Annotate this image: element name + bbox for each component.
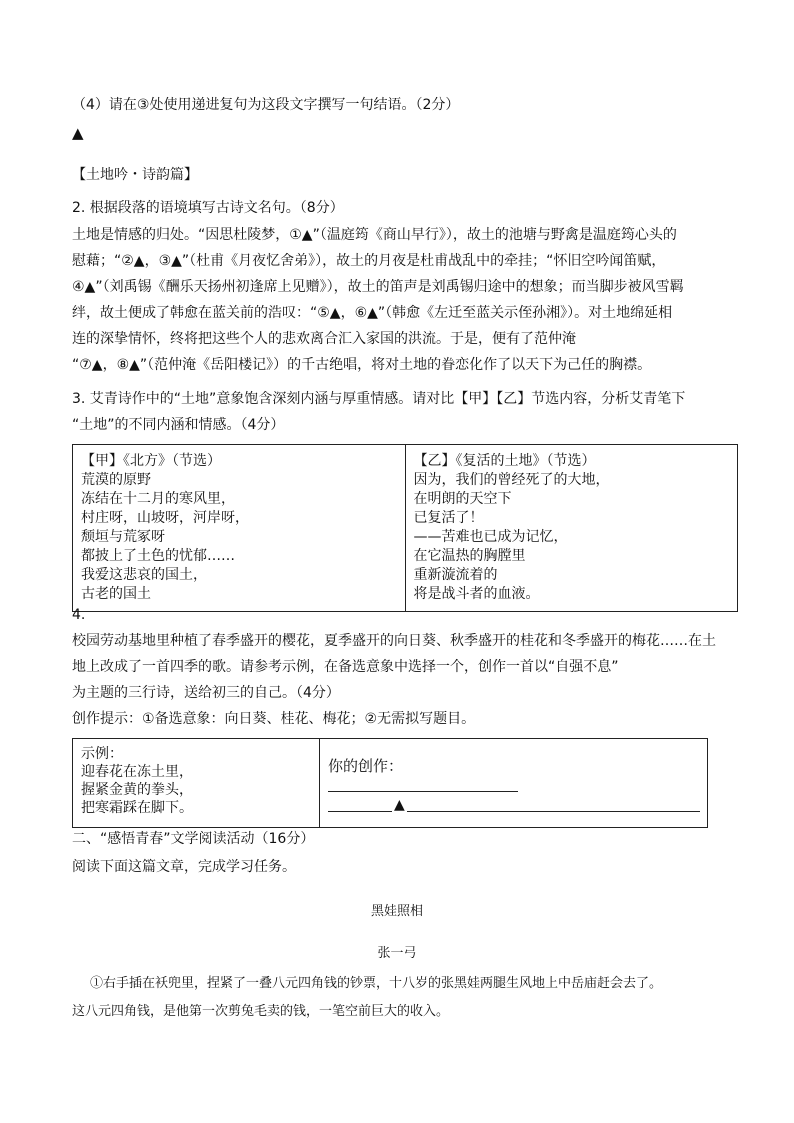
q2-line: 慰藉；“②▲，③▲”（杜甫《月夜忆舍弟》），故土的月夜是杜甫战乱中的牵挂；“怀旧空吟闻笛赋， <box>72 253 666 269</box>
q4-line: 创作提示：①备选意象：向日葵、桂花、梅花；②无需拟写题目。 <box>72 711 476 727</box>
poem-yi-line: 在明朗的天空下 <box>413 491 512 507</box>
q4-line: 为主题的三行诗，送给初三的自己。（4分） <box>72 685 340 701</box>
poem-yi-line: 已复活了！ <box>413 510 484 526</box>
reading-instruction: 阅读下面这篇文章，完成学习任务。 <box>72 859 296 875</box>
poem-jia-line: 冻结在十二月的寒风里， <box>81 491 235 507</box>
poem-jia-line: 我爱这悲哀的国土， <box>81 567 207 583</box>
poem-jia-line: 都披上了土色的忧郁…… <box>81 548 235 564</box>
creation-cell <box>320 739 708 828</box>
q2-line: “⑦▲，⑧▲”（范仲淹《岳阳楼记》）的千古绝唱，将对土地的眷恋化作了以天下为己任的胸襟。 <box>72 357 652 373</box>
essay-line: 这八元四角钱，是他第一次剪兔毛卖的钱，一笔空前巨大的收入。 <box>72 1004 450 1019</box>
poem-yi-line: 在它温热的胸膛里 <box>413 548 526 564</box>
q3-line: 3. 艾青诗作中的“土地”意象饱含深刻内涵与厚重情感。请对比【甲】【乙】节选内容，分析艾青笔下 <box>72 391 686 407</box>
q2-title: 2. 根据段落的语境填写古诗文名句。（8分） <box>72 200 344 216</box>
example-line: 握紧金黄的拳头， <box>81 782 193 798</box>
q2-line: 土地是情感的归处。“因思杜陵梦，①▲”（温庭筠《商山早行》），故土的池塘与野禽是温庭筠心头的 <box>72 227 677 243</box>
answer-line-1[interactable] <box>328 791 518 792</box>
poem-yi-line: 因为，我们的曾经死了的大地， <box>413 472 610 488</box>
poem-jia-line: 村庄呀，山坡呀，河岸呀， <box>81 510 249 526</box>
poem-yi-line: ——苦难也已成为记忆， <box>413 529 568 545</box>
poem-yi-line: 重新漩流着的 <box>413 567 498 583</box>
answer-line-2[interactable] <box>328 811 700 812</box>
q4-prompt-block <box>72 628 722 732</box>
poem-jia-line: 荒漠的原野 <box>81 472 151 488</box>
answer-mark[interactable]: ▲ <box>72 124 84 142</box>
q2-line: 连的深挚情怀，终将把这些个人的悲欢离合汇入家国的洪流。于是，便有了范仲淹 <box>72 331 576 347</box>
creation-label: 你的创作： <box>328 757 404 775</box>
q2-paragraph <box>72 222 722 378</box>
q3-prompt <box>72 386 722 438</box>
q4-number: 4. <box>72 607 86 623</box>
q2-line: ④▲”（刘禹锡《酬乐天扬州初逢席上见赠》），故土的笛声是刘禹锡归途中的想象；而当脚步被风雪羁 <box>72 279 684 295</box>
poem-comparison-table <box>72 444 738 612</box>
essay-body <box>72 970 732 1026</box>
poem-jia-line: 古老的国土 <box>81 586 151 602</box>
section-two-heading: 二、“感悟青春”文学阅读活动（16分） <box>72 831 315 847</box>
essay-title: 黑娃照相 <box>370 904 423 919</box>
example-cell <box>73 739 320 828</box>
example-line: 迎春花在冻土里， <box>81 764 193 780</box>
poem-jia-heading: 【甲】《北方》（节选） <box>81 453 221 469</box>
poem-yi-line: 将是战斗者的血液。 <box>413 586 540 602</box>
q4-prompt: （4）请在③处使用递进复句为这段文字撰写一句结语。（2分） <box>72 97 460 113</box>
essay-line: ①右手插在袄兜里，捏紧了一叠八元四角钱的钞票，十八岁的张黑娃两腿生风地上中岳庙赶会去了。 <box>90 976 663 991</box>
creation-table <box>72 738 708 828</box>
poem-yi-cell <box>405 445 738 612</box>
q4-line: 地上改成了一首四季的歌。请参考示例，在备选意象中选择一个，创作一首以“自强不息” <box>72 659 619 675</box>
example-label: 示例： <box>81 746 123 762</box>
poem-jia-line: 颓垣与荒冢呀 <box>81 529 165 545</box>
poem-yi-heading: 【乙】《复活的土地》（节选） <box>413 453 596 469</box>
poem-jia-cell <box>73 445 406 612</box>
q2-line: 绊，故土便成了韩愈在蓝关前的浩叹：“⑤▲，⑥▲”（韩愈《左迁至蓝关示侄孙湘》）。对土地绵延相 <box>72 305 673 321</box>
q4-line: 校园劳动基地里种植了春季盛开的樱花，夏季盛开的向日葵、秋季盛开的桂花和冬季盛开的梅花……在土 <box>72 633 716 649</box>
answer-mark-creation: ▲ <box>394 797 405 813</box>
section-header: 【土地吟・诗韵篇】 <box>72 167 198 183</box>
example-line: 把寒霜踩在脚下。 <box>81 800 193 816</box>
q3-line: “土地”的不同内涵和情感。（4分） <box>72 417 285 433</box>
essay-author: 张一弓 <box>377 946 417 961</box>
